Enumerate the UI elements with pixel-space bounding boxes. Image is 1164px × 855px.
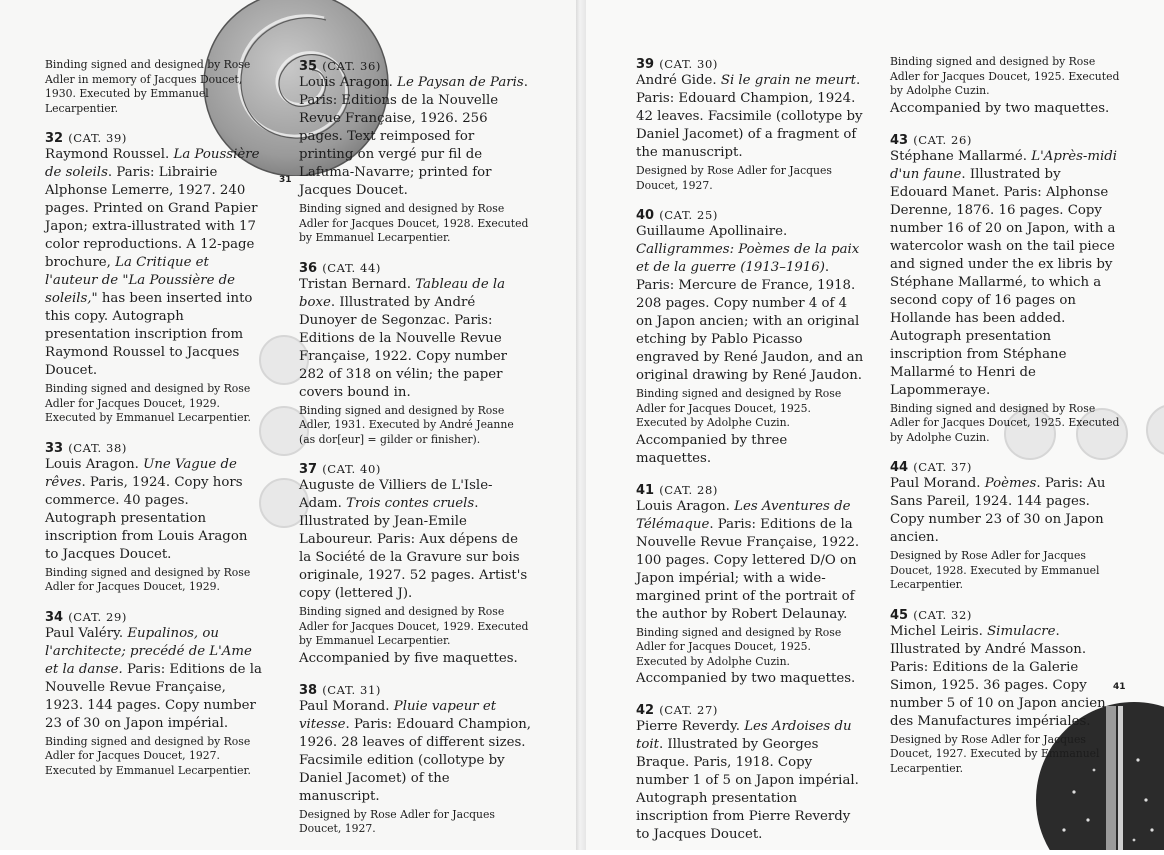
- catalog-entry: [636, 699, 864, 844]
- title-italic: Une Vague de rêves: [45, 456, 237, 490]
- entry-description: [636, 223, 864, 385]
- entry-heading: [45, 127, 263, 146]
- binding-note: Binding signed and designed by Rose Adler in memory of Jacques Doucet, 1930. Executed by Emmanuel Lecarpentier.: [45, 58, 251, 115]
- title-italic: La Critique et l'auteur de "La Poussière de soleils,": [45, 255, 236, 306]
- title-italic: Simulacre: [987, 623, 1056, 639]
- title-italic: Les Ardoises du toit: [636, 719, 852, 752]
- description-text: Louis Aragon.: [299, 75, 398, 90]
- description-text: . Illustrated by André Dunoyer de Segonzac. Paris: Editions de la Nouvelle Revue Française, 1922. Copy number 282 of 318 on vélin; the paper covers bound in.: [299, 294, 508, 400]
- description-text: Auguste de Villiers de L'Isle-Adam.: [299, 478, 493, 511]
- entry-heading: [45, 606, 263, 625]
- catalog-reference: (CAT. 26): [913, 132, 972, 147]
- catalog-reference: (CAT. 28): [659, 482, 718, 497]
- catalog-reference: (CAT. 31): [322, 682, 381, 697]
- binding-note: Binding signed and designed by Rose Adler for Jacques Doucet, 1925. Executed by Adolphe Cuzin.: [636, 625, 842, 668]
- entry-heading: [636, 53, 864, 72]
- entry-heading: [299, 55, 531, 74]
- description-text: Stéphane Mallarmé.: [890, 148, 1032, 164]
- catalog-entry: [45, 437, 263, 595]
- catalog-entry: [890, 456, 1120, 593]
- entry-number: 37: [299, 462, 318, 477]
- maquettes-note: Accompanied by three maquettes.: [636, 432, 788, 466]
- entry-heading: [890, 456, 1120, 475]
- binding-note: Designed by Rose Adler for Jacques Doucet, 1927.: [299, 807, 495, 835]
- title-italic: Trois contes cruels: [346, 496, 475, 511]
- title-italic: Poèmes: [984, 476, 1037, 491]
- description-text: Louis Aragon.: [45, 456, 144, 472]
- entry-number: 42: [636, 703, 655, 718]
- entry-number: 40: [636, 208, 655, 223]
- description-text: Pierre Reverdy.: [636, 719, 745, 734]
- description-text: Paul Morand.: [299, 698, 394, 714]
- catalog-entry: [45, 58, 263, 116]
- entry-heading: [45, 437, 263, 456]
- binding-note: Designed by Rose Adler for Jacques Doucet, 1927.: [636, 164, 832, 192]
- entry-number: 41: [636, 482, 655, 498]
- entry-description: [45, 146, 263, 380]
- binding-note: Binding signed and designed by Rose Adler for Jacques Doucet, 1929.: [45, 565, 251, 593]
- entry-number: 44: [890, 460, 909, 475]
- entry-heading: [890, 129, 1120, 148]
- catalog-entry: [299, 679, 531, 837]
- description-text: . Paris: Librairie Alphonse Lemerre, 1927. 240 pages. Printed on Grand Papier Japon; extra-illustrated with 17 color reproductions. A 12-page brochure,: [45, 165, 258, 270]
- entry-description: [299, 74, 531, 200]
- entry-description: [636, 718, 864, 844]
- binding-note: Binding signed and designed by Rose Adler for Jacques Doucet, 1925. Executed by Adolphe Cuzin.: [890, 55, 1120, 97]
- catalog-reference: (CAT. 29): [68, 609, 127, 624]
- catalog-reference: (CAT. 30): [659, 57, 718, 71]
- description-text: . Paris: Au Sans Pareil, 1924. 144 pages. Copy number 23 of 30 on Japon ancien.: [890, 476, 1106, 545]
- binding-note: Binding signed and designed by Rose Adler for Jacques Doucet, 1925. Executed by Adolphe Cuzin.: [636, 387, 842, 429]
- left-column-2: [299, 55, 531, 848]
- catalog-reference: (CAT. 37): [913, 460, 972, 474]
- catalog-reference: (CAT. 44): [322, 260, 381, 275]
- entry-number: 39: [636, 57, 655, 72]
- binding-note: Binding signed and designed by Rose Adler for Jacques Doucet, 1925. Executed by Adolphe Cuzin.: [890, 401, 1120, 444]
- catalog-entry: [890, 55, 1120, 118]
- entry-description: [890, 475, 1120, 547]
- entry-description: [299, 477, 531, 603]
- entry-heading: [636, 699, 864, 718]
- title-italic: La Poussière de soleils: [45, 147, 260, 180]
- catalog-reference: (CAT. 36): [322, 59, 381, 73]
- catalog-reference: (CAT. 39): [68, 131, 127, 145]
- catalog-reference: (CAT. 38): [68, 440, 127, 455]
- right-column-1: [636, 53, 864, 855]
- description-text: . Illustrated by Jean-Emile Laboureur. Paris: Aux dépens de la Société de la Gravure sur bois originale, 1927. 52 pages. Artist's copy (lettered J).: [299, 496, 528, 601]
- entry-description: [890, 623, 1120, 731]
- entry-heading: [636, 479, 864, 498]
- catalog-entry: [636, 204, 864, 468]
- entry-description: [45, 456, 263, 564]
- entry-number: 32: [45, 131, 64, 146]
- entry-heading: [890, 604, 1120, 623]
- description-text: Tristan Bernard.: [299, 276, 416, 292]
- description-text: . Paris: Editions de la Nouvelle Revue Française, 1922. 100 pages. Copy lettered D/O on Japon impérial; with a wide-margined print of the portrait of the author by Robert Delaunay.: [636, 516, 860, 622]
- entry-heading: [299, 679, 531, 698]
- description-text: . Paris: Mercure de France, 1918. 208 pages. Copy number 4 of 4 on Japon ancien; with an original etching by Pablo Picasso engraved by René Jaudon, and an original drawing by René Jaudon.: [636, 260, 864, 383]
- description-text: . Paris: Editions de la Nouvelle Revue Française, 1926. 256 pages. Text reimposed for printing on vergé pur fil de Lafuma-Navarre; printed for Jacques Doucet.: [299, 75, 528, 198]
- entry-number: 43: [890, 132, 909, 148]
- entry-number: 36: [299, 260, 318, 276]
- entry-heading: [636, 204, 864, 223]
- catalog-reference: (CAT. 27): [659, 703, 718, 717]
- entry-description: [636, 498, 864, 624]
- page-number-left: 31: [279, 175, 292, 185]
- description-text: Michel Leiris.: [890, 623, 988, 639]
- entry-description: [45, 625, 263, 733]
- binding-note: Binding signed and designed by Rose Adler for Jacques Doucet, 1927. Executed by Emmanuel Lecarpentier.: [45, 734, 251, 777]
- title-italic: Si le grain ne meurt: [720, 73, 857, 88]
- entry-heading: [299, 257, 531, 276]
- binding-note: Binding signed and designed by Rose Adler for Jacques Doucet, 1929. Executed by Emmanuel Lecarpentier.: [45, 382, 251, 424]
- binding-note: Binding signed and designed by Rose Adler for Jacques Doucet, 1928. Executed by Emmanuel Lecarpentier.: [299, 202, 529, 244]
- description-text: . Illustrated by André Masson. Paris: Editions de la Galerie Simon, 1925. 36 pages. Copy number 5 of 10 on Japon ancien des Manufactures impériales.: [890, 623, 1106, 729]
- maquettes-note: Accompanied by five maquettes.: [299, 650, 518, 666]
- entry-number: 45: [890, 607, 909, 623]
- description-text: Guillaume Apollinaire.: [636, 224, 788, 239]
- description-text: . Illustrated by Edouard Manet. Paris: Alphonse Derenne, 1876. 16 pages. Copy number 16 of 20 on Japon, with a watercolor wash on the tail piece and signed under the ex libris by Stéphane Mallarmé, to which a second copy of 16 pages on Hollande has been added. Autograph presentation inscription from Stéphane Mallarmé to Henri de Lapommeraye.: [890, 166, 1116, 398]
- page-number-right: 41: [1113, 682, 1126, 692]
- book-gutter: [576, 0, 586, 850]
- description-text: . Illustrated by Georges Braque. Paris, 1918. Copy number 1 of 5 on Japon impérial. Autograph presentation inscription from Pierre Reverdy to Jacques Doucet.: [636, 737, 859, 842]
- maquettes-note: Accompanied by two maquettes.: [636, 671, 856, 686]
- entry-number: 34: [45, 609, 64, 625]
- catalog-entry: [636, 479, 864, 689]
- description-text: Paris: Editions de la Nouvelle Revue Française, 1923. 144 pages. Copy number 23 of 30 on Japon impérial.: [45, 661, 262, 731]
- binding-note: Designed by Rose Adler for Jacques Doucet, 1927. Executed by Emmanuel Lecarpentier.: [890, 732, 1100, 775]
- description-text: . Paris, 1924. Copy hors commerce. 40 pages. Autograph presentation inscription from Louis Aragon to Jacques Doucet.: [45, 474, 248, 562]
- description-text: Paul Valéry.: [45, 625, 128, 641]
- binding-note: Binding signed and designed by Rose Adler for Jacques Doucet, 1929. Executed by Emmanuel Lecarpentier.: [299, 605, 529, 647]
- entry-number: 38: [299, 682, 318, 698]
- binding-note: Binding signed and designed by Rose Adler, 1931. Executed by André Jeanne (as dor[eur] = gilder or finisher).: [299, 403, 514, 446]
- description-text: Raymond Roussel.: [45, 147, 174, 162]
- title-italic: Eupalinos, ou l'architecte; precédé de L'Ame et la danse.: [45, 625, 252, 677]
- catalog-entry: [299, 55, 531, 246]
- catalog-reference: (CAT. 32): [913, 607, 972, 622]
- catalog-entry: [299, 257, 531, 448]
- description-text: André Gide.: [636, 73, 721, 88]
- description-text: Paul Morand.: [890, 476, 985, 491]
- catalog-entry: [890, 604, 1120, 777]
- right-column-2: [890, 53, 1120, 787]
- entry-heading: [299, 458, 531, 477]
- title-italic: Le Paysan de Paris: [397, 75, 524, 90]
- description-text: . Paris: Edouard Champion, 1926. 28 leaves of different sizes. Facsimile edition (collotype by Daniel Jacomet) of the manuscript.: [299, 716, 532, 804]
- entry-number: 35: [299, 59, 318, 74]
- catalog-reference: (CAT. 40): [322, 462, 381, 476]
- catalog-entry: [636, 53, 864, 193]
- description-text: . Paris: Edouard Champion, 1924. 42 leaves. Facsimile (collotype by Daniel Jacomet) of a fragment of the manuscript.: [636, 73, 863, 160]
- catalog-entry: [45, 127, 263, 426]
- left-column-1: [45, 56, 263, 789]
- title-italic: Pluie vapeur et vitesse: [299, 698, 497, 732]
- catalog-entry: [299, 458, 531, 668]
- binding-note: Designed by Rose Adler for Jacques Doucet, 1928. Executed by Emmanuel Lecarpentier.: [890, 549, 1100, 591]
- catalog-entry: [890, 129, 1120, 446]
- entry-description: [890, 148, 1120, 400]
- title-italic: Tableau de la boxe: [299, 276, 506, 310]
- entry-number: 33: [45, 440, 64, 456]
- title-italic: Les Aventures de Télémaque: [636, 498, 851, 532]
- entry-description: [299, 276, 531, 402]
- catalog-reference: (CAT. 25): [659, 208, 718, 222]
- description-text: Louis Aragon.: [636, 498, 735, 514]
- catalog-entry: [45, 606, 263, 779]
- description-text: has been inserted into this copy. Autograph presentation inscription from Raymond Roussel to Jacques Doucet.: [45, 291, 253, 378]
- entry-description: [299, 698, 531, 806]
- entry-description: [636, 72, 864, 162]
- title-italic: Calligrammes: Poèmes de la paix et de la guerre (1913–1916): [636, 242, 860, 275]
- maquettes-note: Accompanied by two maquettes.: [890, 100, 1110, 116]
- title-italic: L'Après-midi d'un faune: [890, 148, 1118, 182]
